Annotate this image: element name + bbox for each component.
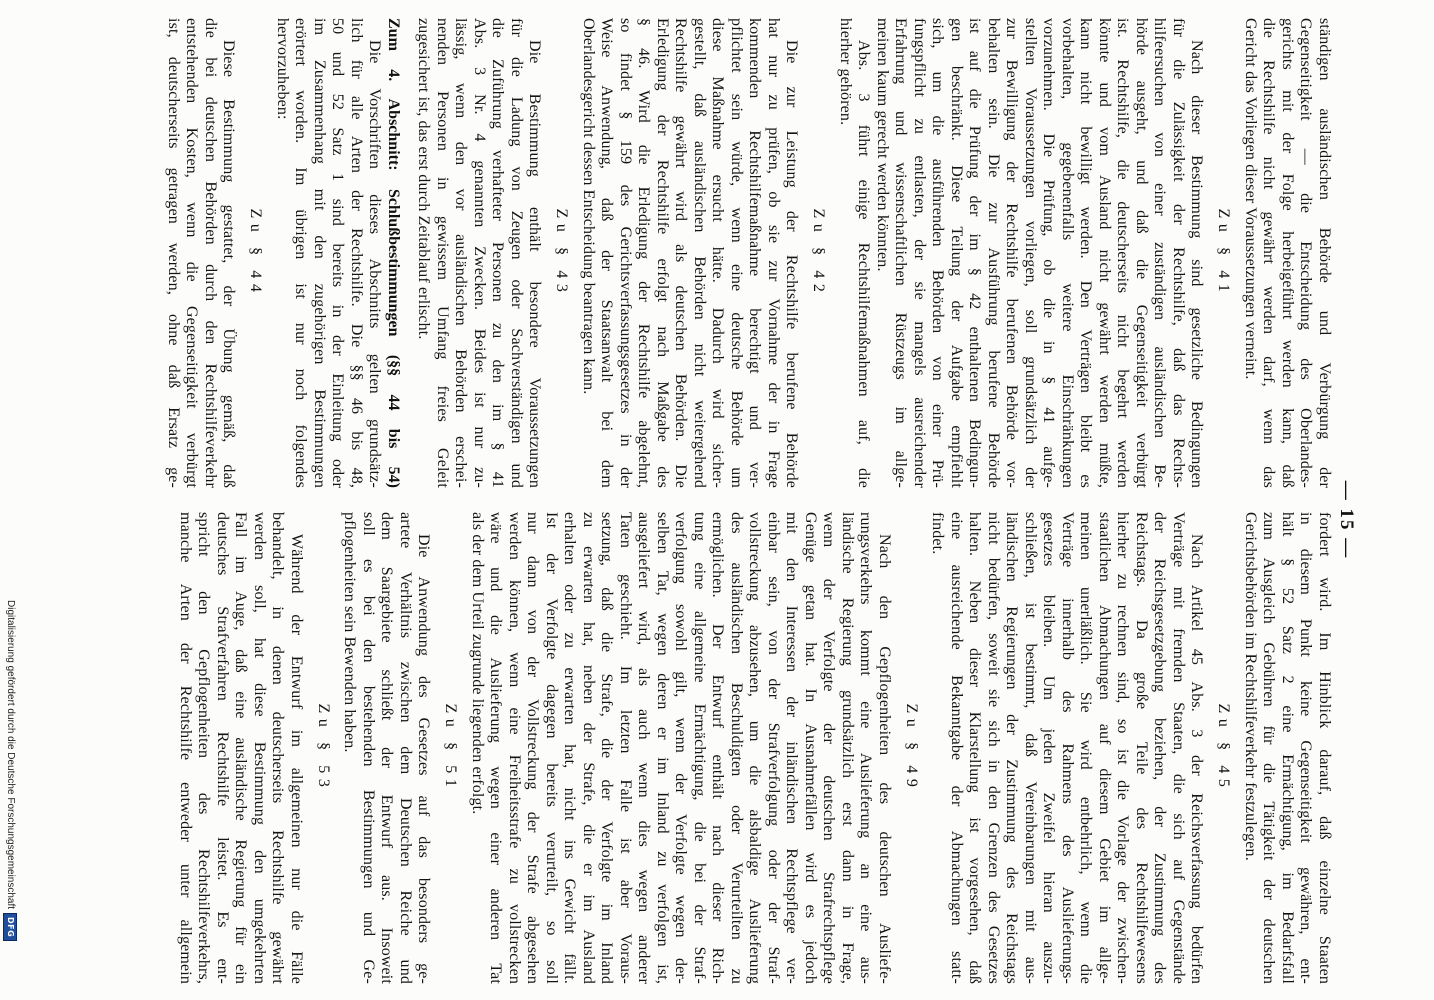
text-line: artete Verhältnis zwischen dem Deutschen Reiche und bbox=[397, 512, 414, 984]
text-line: als der dem Urteil zugrunde liegenden erfolgt. bbox=[469, 512, 486, 815]
text-line: lässig, wenn den vor ausländischen Behörden erschei- bbox=[452, 18, 470, 488]
text-line: nur dann von der Vollstreckung der Strafe abgesehen bbox=[524, 512, 542, 984]
text-line: hierher gehören. bbox=[837, 18, 854, 126]
text-line: gerichts mit der Folge herbeigeführt werden kann, daß bbox=[1279, 18, 1296, 488]
text-line: Die Bestimmung enthält besondere Voraussetzungen bbox=[526, 40, 544, 488]
text-line: staatlichen Abmachungen auf diesem Gebiet im allge- bbox=[1096, 512, 1113, 984]
text-line: deutsches Strafverfahren Rechtshilfe leistet. Es ent- bbox=[214, 512, 231, 984]
section-heading: Zu § 49 bbox=[902, 703, 920, 793]
dfg-logo: DFG bbox=[3, 913, 17, 941]
paragraph bbox=[164, 18, 238, 488]
chapter-heading: Zum 4. Abschnitt: Schlußbestimmungen (§§ 44 bis 54) bbox=[385, 18, 402, 488]
text-line: eine ausreichende Bekanntgabe der Abmachungen statt- bbox=[948, 512, 965, 984]
text-line: Nach Artikel 45 Abs. 3 der Reichsverfassung bedürfen bbox=[1188, 534, 1206, 984]
text-line: gen beschränkt. Diese Teilung der Aufgabe empfiehlt bbox=[948, 18, 965, 488]
text-line: stellten Voraussetzungen vorliegen, soll grundsätzlich der bbox=[1022, 18, 1039, 488]
text-line: nicht bedürfen, soweit sie sich in den Grenzen des Gesetzes bbox=[985, 512, 1002, 984]
text-line: setzung, daß die Strafe, die der Verfolgte im Inland bbox=[598, 512, 616, 984]
text-line: für die Zulässigkeit der Rechtshilfe, daß das Rechts- bbox=[1170, 18, 1187, 488]
text-line: pflogenheiten sein Bewenden haben. bbox=[341, 512, 359, 753]
text-line: Gerichtsbehörden im Rechtshilfeverkehr festzulegen. bbox=[1242, 512, 1259, 861]
section-heading: Zu § 44 bbox=[247, 208, 265, 298]
text-line: Taten geschieht. Im letzten Falle ist aber Voraus- bbox=[617, 512, 634, 984]
paragraph bbox=[468, 512, 894, 984]
text-line: entstehenden Kosten, wenn die Gegenseitigkeit verbürgt bbox=[183, 18, 201, 488]
text-line: Abs. 3 führt einige Rechtshilfemaßnahmen auf, die bbox=[855, 40, 873, 488]
text-column-right bbox=[176, 512, 1334, 984]
text-line: ist, deutscherseits getragen werden, ohne daß Ersatz ge- bbox=[165, 18, 182, 488]
text-line: Erfahrung und wissenschaftlichen Rüstzeugs im allge- bbox=[892, 18, 910, 488]
digitization-credit bbox=[3, 600, 17, 996]
text-line: die bei deutschen Behörden durch den Rechtshilfeverkehr bbox=[202, 18, 219, 488]
text-line: könnte und vom Ausland nicht gewährt werden müßte, bbox=[1096, 18, 1113, 488]
text-line: 50 und 52 Satz 1 sind bereits in der Einleitung oder bbox=[329, 18, 347, 488]
text-line: Nach den Gepflogenheiten des deutschen Ausliefe- bbox=[876, 534, 893, 984]
text-line: wäre und die Auslieferung wegen einer anderen Tat bbox=[487, 512, 505, 984]
text-line: ländischen Regierungen der Zustimmung des Reichstags bbox=[1003, 512, 1021, 984]
text-line: Erledigung der Rechtshilfe erfolgt nach Maßgabe des bbox=[654, 18, 671, 488]
text-line: des ausländischen Beschuldigten oder Verurteilten zu bbox=[728, 512, 745, 984]
text-line: ist auf die Prüfung der im § 42 enthaltenen Bedingun- bbox=[966, 18, 984, 488]
text-line: Ist der Verfolgte dagegen bereits verurteilt, so soll bbox=[543, 512, 560, 984]
text-line: fordert wird. Im Hinblick darauf, daß einzelne Staaten bbox=[1316, 512, 1333, 984]
text-column-left bbox=[164, 18, 1334, 488]
text-line: diese Maßnahme ersucht hätte. Dadurch wird sicher- bbox=[709, 18, 727, 488]
paragraph bbox=[928, 512, 1206, 984]
text-line: wenn der Verfolgte der deutschen Strafrechtspflege bbox=[820, 512, 838, 984]
section-heading: Zu § 43 bbox=[553, 208, 571, 298]
text-line: Genüge getan hat. In Ausnahmefällen wird es jedoch bbox=[802, 512, 819, 984]
text-line: Abs. 3 Nr. 4 genannten Zwecken. Beides ist nur zu- bbox=[471, 18, 488, 488]
text-line: Verträge mit fremden Staaten, die sich auf Gegenstände bbox=[1170, 512, 1187, 984]
paragraph bbox=[836, 18, 873, 488]
text-line: zugesichert ist, das erst durch Zeitablauf erlischt. bbox=[415, 18, 433, 340]
text-line: Oberlandesgericht dessen Entscheidung beantragen kann. bbox=[580, 18, 597, 395]
text-line: Rechtshilfe gewährt wird als deutschen Behörden. Die bbox=[672, 18, 690, 488]
paragraph bbox=[1241, 18, 1334, 488]
text-line: Die Anwendung des Gesetzes auf das besonders ge- bbox=[415, 534, 433, 984]
text-line: Gegenseitigkeit — die Entscheidung des Oberlandes- bbox=[1297, 18, 1315, 488]
text-line: Nach dieser Bestimmung sind gesetzliche Bedingungen bbox=[1188, 40, 1206, 488]
text-line: tung eine allgemeine Ermächtigung, die bei der Straf- bbox=[691, 512, 708, 984]
text-line: einbar sein, von der Strafverfolgung oder der Straf- bbox=[765, 512, 782, 984]
text-line: dem Saargebiete schließt der Entwurf aus. Insoweit bbox=[378, 512, 396, 984]
text-line: hat nur zu prüfen, ob sie zur Vornahme der in Frage bbox=[765, 18, 782, 488]
page-number: — 15 — bbox=[1336, 480, 1357, 560]
text-line: vorzunehmen. Die Prüfung, ob die in § 41 aufge- bbox=[1040, 18, 1058, 488]
paragraph bbox=[273, 18, 384, 488]
paragraph bbox=[579, 18, 801, 488]
text-line: werden können, wenn eine Freiheitsstrafe zu vollstrecken bbox=[506, 512, 523, 984]
text-line: lich für alle Arten der Rechtshilfe. Die §§ 46 bis 48, bbox=[348, 18, 365, 488]
paragraph bbox=[414, 18, 544, 488]
text-line: zum Ausgleich Gebühren für die Tätigkeit der deutschen bbox=[1260, 512, 1278, 984]
text-line: ist. Rechtshilfe, die deutscherseits nicht begehrt werden bbox=[1114, 18, 1132, 488]
section-heading: Zu § 53 bbox=[314, 703, 332, 793]
section-heading: Zu § 41 bbox=[1215, 208, 1233, 298]
text-line: manche Arten der Rechtshilfe entweder unter allgemein bbox=[177, 512, 194, 984]
text-line: selben Tat, wegen deren er im Inland zu verfolgen ist, bbox=[654, 512, 671, 984]
text-line: schließen, ist bestimmt, daß Vereinbarungen mit aus- bbox=[1022, 512, 1039, 984]
text-line: für die Ladung von Zeugen oder Sachverständigen und bbox=[508, 18, 525, 488]
text-line: kann nicht bewilligt werden. Den Verträgen bleibt es bbox=[1077, 18, 1095, 488]
text-line: zu erwarten hat, neben der Strafe, die er im Ausland bbox=[580, 512, 597, 984]
text-line: sich, um die ausführenden Behörden von einer Prü- bbox=[929, 18, 947, 488]
text-line: hält § 52 Satz 2 eine Ermächtigung, im Bedarfsfall bbox=[1279, 512, 1296, 984]
text-line: hervorzuheben: bbox=[274, 18, 291, 120]
text-line: im Zusammenhang mit den zugehörigen Bestimmungen bbox=[311, 18, 328, 488]
text-line: mit den Interessen der inländischen Rechtspflege ver- bbox=[783, 512, 801, 984]
text-line: Die zur Leistung der Rechtshilfe berufene Behörde bbox=[783, 40, 801, 488]
text-line: fungspflicht zu entlasten, der sie mangels ausreichender bbox=[911, 18, 928, 488]
text-line: gesetzes bleiben. Um jeden Zweifel hieran auszu- bbox=[1040, 512, 1058, 984]
text-line: ländische Regierung grundsätzlich erst dann in Frage, bbox=[839, 512, 856, 984]
text-line: Fall im Auge, daß eine ausländische Regierung für ein bbox=[232, 512, 250, 984]
text-line: ermöglichen. Der Entwurf enthält nach dieser Rich- bbox=[709, 512, 727, 984]
text-line: findet. bbox=[929, 512, 947, 555]
paragraph bbox=[340, 512, 433, 984]
text-line: hörde ausgeht, und daß die Gegenseitigkeit verbürgt bbox=[1133, 18, 1150, 488]
text-line: meinen unerläßlich. Sie wird entbehrlich, wenn die bbox=[1077, 512, 1095, 984]
text-line: vorbehalten, gegebenenfalls weitere Einschränkungen bbox=[1059, 18, 1076, 488]
text-line: in diesem Punkt keine Gegenseitigkeit gewähren, ent- bbox=[1297, 512, 1315, 984]
text-line: so findet § 159 des Gerichtsverfassungsgesetzes in der bbox=[617, 18, 634, 488]
digitization-credit-text: Digitalisierung gefördert durch die Deutsche Forschungsgemeinschaft bbox=[5, 600, 16, 910]
text-line: Verträge innerhalb des Rahmens des Auslieferungs- bbox=[1059, 512, 1076, 984]
text-line: kommenden Rechtshilfemaßnahme berechtigt und ver- bbox=[746, 18, 764, 488]
text-line: ausgeliefert wird, als auch wenn dies wegen anderer bbox=[635, 512, 653, 984]
text-line: Reichstags. Da große Teile des Rechtshilfewesens bbox=[1133, 512, 1150, 984]
text-line: vollstreckung abzusehen, um die alsbaldige Auslieferung bbox=[746, 512, 764, 984]
text-line: pflichtet sein würde, wenn eine deutsche Behörde um bbox=[728, 18, 745, 488]
section-heading: Zu § 51 bbox=[442, 703, 460, 793]
text-line: hilfeersuchen von einer zuständigen ausländischen Be- bbox=[1151, 18, 1169, 488]
paragraph bbox=[176, 512, 306, 984]
text-line: Die Vorschriften dieses Abschnitts gelten grundsätz- bbox=[366, 40, 384, 488]
text-line: rungsverkehrs kommt eine Auslieferung an eine aus- bbox=[857, 512, 875, 984]
text-line: Weise Anwendung, daß der Staatsanwalt bei dem bbox=[598, 18, 616, 488]
text-line: zur Bewilligung der Rechtshilfe berufenen Behörde vor- bbox=[1003, 18, 1021, 488]
text-line: der Reichsgesetzgebung beziehen, der Zustimmung des bbox=[1151, 512, 1169, 984]
text-line: soll es bei den bestehenden Bestimmungen und Ge- bbox=[360, 512, 377, 984]
text-line: die Rechtshilfe nicht gewährt werden darf, wenn das bbox=[1260, 18, 1278, 488]
text-line: halten. Neben dieser Klarstellung ist vorgesehen, daß bbox=[966, 512, 984, 984]
text-line: erörtert worden. Im übrigen ist nur noch folgendes bbox=[292, 18, 310, 488]
paragraph bbox=[1241, 512, 1334, 984]
text-line: ständigen ausländischen Behörde und Verbürgung der bbox=[1316, 18, 1333, 488]
text-line: werden soll, hat diese Bestimmung den umgekehrten bbox=[251, 512, 268, 984]
text-line: spricht den Gepflogenheiten des Rechtshilfeverkehrs, bbox=[195, 512, 213, 984]
text-line: Gericht das Vorliegen dieser Voraussetzungen verneint. bbox=[1242, 18, 1259, 380]
text-line: erhalten oder zu erwarten hat, nicht ins Gewicht fällt. bbox=[561, 512, 579, 984]
text-line: Während der Entwurf im allgemeinen nur die Fälle bbox=[288, 534, 305, 984]
paragraph bbox=[873, 18, 1206, 488]
text-line: die Zuführung verhafteter Personen zu den im § 41 bbox=[489, 18, 507, 488]
text-line: gestellt, daß ausländischen Behörden nicht weitergehend bbox=[691, 18, 708, 488]
text-line: verfolgung sowohl gilt, wenn der Verfolgte wegen der- bbox=[672, 512, 690, 984]
text-line: behalten sein. Die zur Ausführung berufene Behörde bbox=[985, 18, 1002, 488]
text-line: § 46. Wird die Erledigung der Rechtshilfe abgelehnt, bbox=[635, 18, 653, 488]
text-line: nenden Personen in gewissem Umfang freies Geleit bbox=[434, 18, 451, 488]
text-line: hierher zu rechnen sind, so ist die Vorlage der zwischen- bbox=[1114, 512, 1132, 984]
text-line: meinen kaum gerecht werden könnten. bbox=[874, 18, 891, 272]
section-heading: Zu § 42 bbox=[810, 208, 828, 298]
text-line: Diese Bestimmung gestattet, der Übung gemäß, daß bbox=[220, 40, 238, 488]
text-line: behandelt, in denen deutscherseits Rechtshilfe gewährt bbox=[269, 512, 287, 984]
section-heading: Zu § 45 bbox=[1215, 703, 1233, 793]
